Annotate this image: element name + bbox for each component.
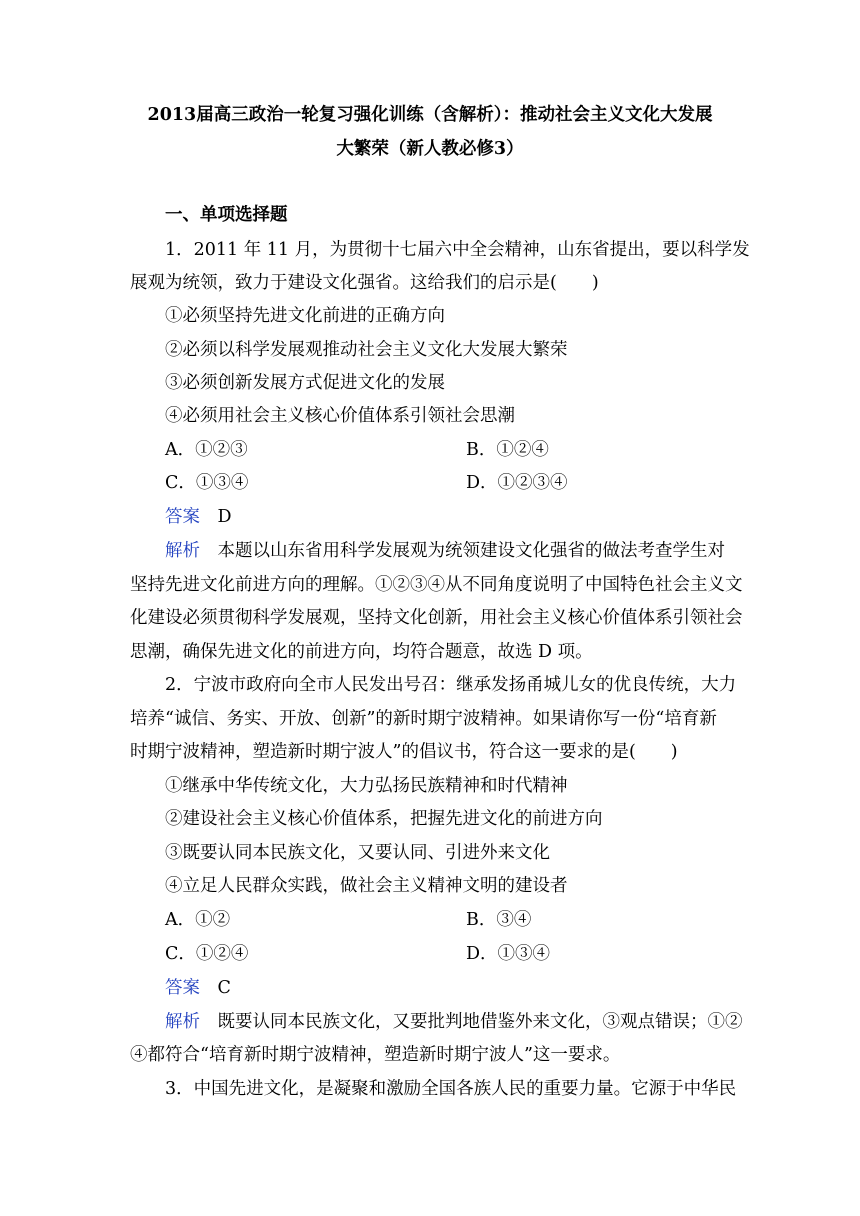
- q2-answer-label: 答案: [165, 978, 200, 998]
- q2-option-b: B．③④: [466, 910, 532, 930]
- q1-answer-label: 答案: [165, 507, 200, 527]
- q1-analysis-label: 解析: [165, 541, 200, 561]
- q2-option-a: A．①②: [165, 910, 231, 930]
- q1-answer-value: D: [217, 507, 232, 527]
- q1-item-4: ④必须用社会主义核心价值体系引领社会思潮: [165, 406, 515, 426]
- q2-stem-line2: 培养“诚信、务实、开放、创新”的新时期宁波精神。如果请你写一份“培育新: [130, 709, 717, 729]
- q2-answer: [165, 976, 231, 1000]
- q2-option-d: D．①③④: [466, 944, 551, 964]
- q1-analysis-line1: [165, 539, 725, 563]
- q2-analysis-label: 解析: [165, 1012, 200, 1032]
- q1-analysis-line3: 化建设必须贯彻科学发展观，坚持文化创新，用社会主义核心价值体系引领社会: [130, 608, 743, 628]
- q2-answer-value: C: [217, 978, 231, 998]
- q1-item-3: ③必须创新发展方式促进文化的发展: [165, 373, 445, 393]
- q1-option-b: B．①②④: [466, 440, 549, 460]
- q1-item-2: ②必须以科学发展观推动社会主义文化大发展大繁荣: [165, 340, 568, 360]
- q2-analysis-text1: 既要认同本民族文化，又要批判地借鉴外来文化，③观点错误；①②: [217, 1012, 743, 1032]
- q2-item-1: ①继承中华传统文化，大力弘扬民族精神和时代精神: [165, 776, 568, 796]
- q1-analysis-line4: 思潮，确保先进文化的前进方向，均符合题意，故选 D 项。: [130, 642, 593, 662]
- q3-stem-line1: 3．中国先进文化，是凝聚和激励全国各族人民的重要力量。它源于中华民: [165, 1079, 737, 1099]
- q2-stem-line3: 时期宁波精神，塑造新时期宁波人”的倡议书，符合这一要求的是( ): [130, 742, 678, 762]
- q2-analysis-line1: [165, 1010, 743, 1034]
- q1-analysis-line2: 坚持先进文化前进方向的理解。①②③④从不同角度说明了中国特色社会主义文: [130, 575, 743, 595]
- q1-item-1: ①必须坚持先进文化前进的正确方向: [165, 306, 445, 326]
- q2-item-4: ④立足人民群众实践，做社会主义精神文明的建设者: [165, 876, 568, 896]
- q1-option-d: D．①②③④: [466, 473, 568, 493]
- q2-item-2: ②建设社会主义核心价值体系，把握先进文化的前进方向: [165, 809, 603, 829]
- doc-title-line2: 大繁荣（新人教必修3）: [336, 139, 524, 159]
- q2-item-3: ③既要认同本民族文化，又要认同、引进外来文化: [165, 843, 550, 863]
- q1-answer: [165, 505, 232, 529]
- q2-analysis-line2: ④都符合“培育新时期宁波精神，塑造新时期宁波人”这一要求。: [130, 1045, 621, 1065]
- q1-stem-line2: 展观为统领，致力于建设文化强省。这给我们的启示是( ): [130, 273, 599, 293]
- q1-option-c: C．①③④: [165, 473, 249, 493]
- q2-stem-line1: 2．宁波市政府向全市人民发出号召：继承发扬甬城儿女的优良传统，大力: [165, 675, 737, 695]
- q1-stem-line1: 1．2011 年 11 月，为贯彻十七届六中全会精神，山东省提出，要以科学发: [165, 240, 750, 260]
- q2-option-c: C．①②④: [165, 944, 249, 964]
- doc-title-line1: 2013届高三政治一轮复习强化训练（含解析）：推动社会主义文化大发展: [147, 105, 713, 125]
- q1-option-a: A．①②③: [165, 440, 248, 460]
- q1-analysis-text1: 本题以山东省用科学发展观为统领建设文化强省的做法考查学生对: [217, 541, 725, 561]
- section-heading: 一、单项选择题: [165, 205, 288, 225]
